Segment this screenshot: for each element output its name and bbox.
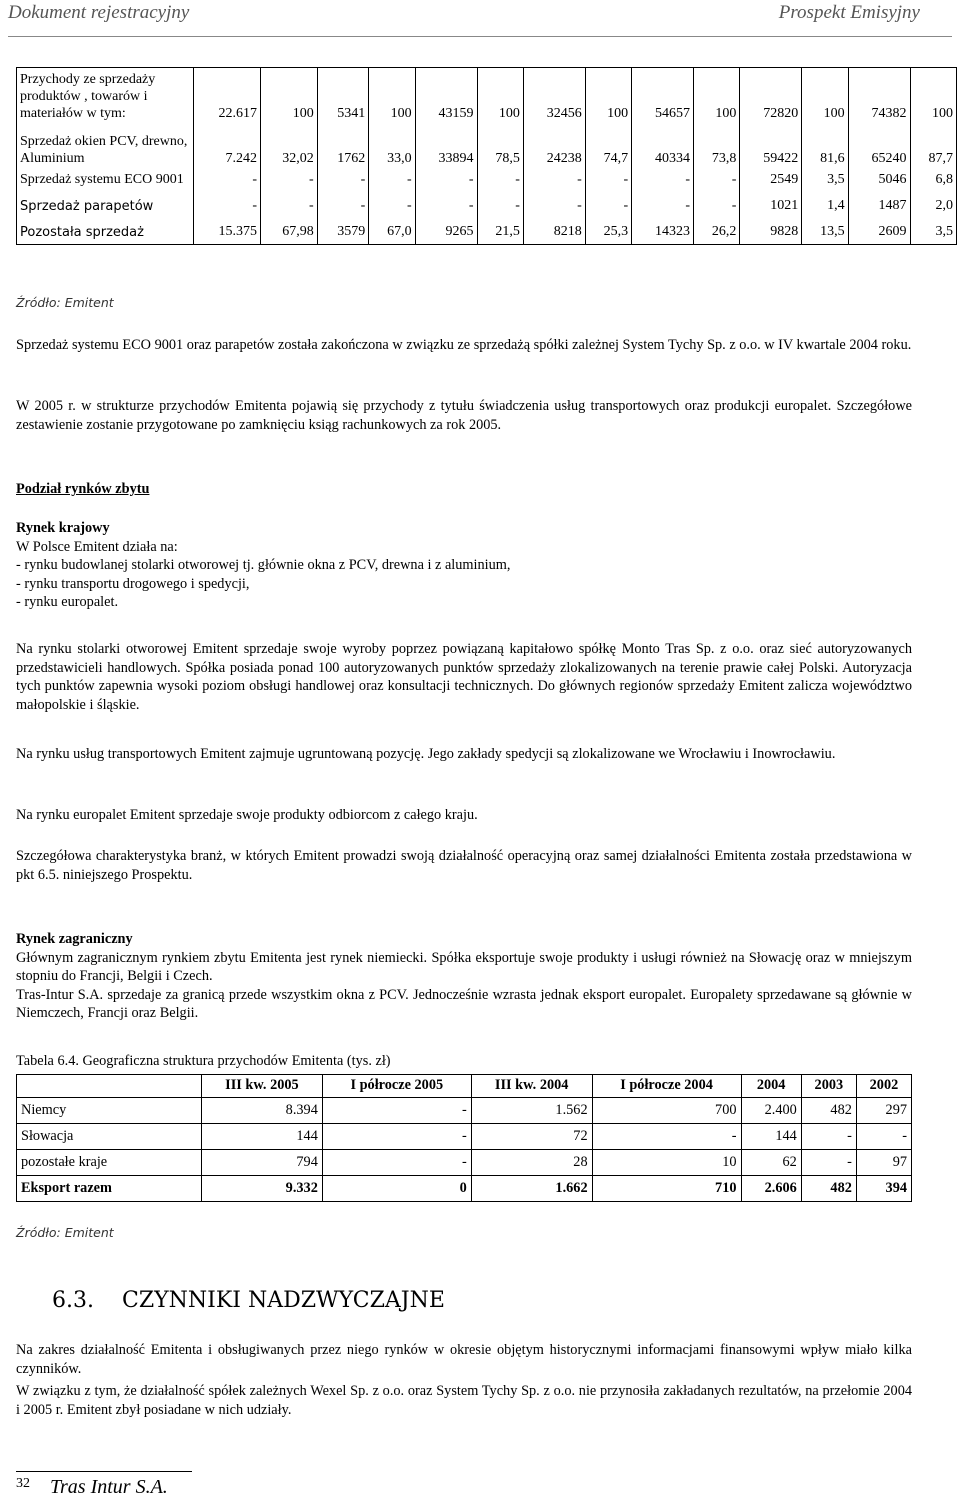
paragraph-subsidiaries-sale: W związku z tym, że działalność spółek zależnych Wexel Sp. z o.o. oraz System Tychy Sp. z o.o. nie przynosiła zakładanych rezultatów, na przełomie 2004 i 2005 r. Emitent zbył posiadane w nich udziały. <box>16 1383 912 1418</box>
table-cell: - <box>585 189 631 218</box>
table-row <box>17 1149 912 1175</box>
section-number: 6.3. <box>52 1288 94 1313</box>
table-cell: - <box>194 168 261 189</box>
header-prospectus: Prospekt Emisyjny <box>778 2 920 23</box>
paragraph-pallet-market: Na rynku europalet Emitent sprzedaje swoje produkty odbiorcom z całego kraju. <box>16 807 478 823</box>
table-cell: 5341 <box>317 68 369 123</box>
table-cell: 8.394 <box>202 1097 323 1123</box>
table-header-row <box>17 1075 912 1098</box>
table-cell: 1,4 <box>802 189 848 218</box>
table-cell: 13,5 <box>802 217 848 244</box>
revenue-structure-table <box>16 67 957 245</box>
table-cell: 67,98 <box>261 217 318 244</box>
section-heading <box>52 1288 445 1313</box>
table-cell: 3,5 <box>910 217 956 244</box>
table-cell: 297 <box>856 1097 911 1123</box>
column-header: 2004 <box>741 1075 801 1098</box>
table-cell: - <box>322 1149 471 1175</box>
heading-domestic: Rynek krajowy <box>16 520 110 536</box>
table-cell: 22.617 <box>194 68 261 123</box>
table-cell: 482 <box>801 1097 856 1123</box>
table2-source: Źródło: Emitent <box>16 1225 114 1240</box>
table-cell: 9265 <box>415 217 477 244</box>
table1-source: Źródło: Emitent <box>16 295 114 310</box>
list-item: - rynku budowlanej stolarki otworowej tj. głównie okna z PCV, drewna i z aluminium, <box>16 557 511 574</box>
column-header: III kw. 2005 <box>202 1075 323 1098</box>
heading-markets: Podział rynków zbytu <box>16 481 150 497</box>
table-cell: - <box>592 1123 741 1149</box>
table-cell: 710 <box>592 1175 741 1201</box>
column-header: I półrocze 2005 <box>322 1075 471 1098</box>
column-header: 2003 <box>801 1075 856 1098</box>
table-cell: 40334 <box>632 122 694 168</box>
table-row-total <box>17 1175 912 1201</box>
table-cell: 26,2 <box>694 217 740 244</box>
table-cell: 74,7 <box>585 122 631 168</box>
table2-caption: Tabela 6.4. Geograficzna struktura przychodów Emitenta (tys. zł) <box>16 1053 391 1069</box>
table-cell: 54657 <box>632 68 694 123</box>
table-cell: 24238 <box>523 122 585 168</box>
row-label: Sprzedaż okien PCV, drewno, Aluminium <box>17 122 194 168</box>
table-cell: 1762 <box>317 122 369 168</box>
table-cell: 32,02 <box>261 122 318 168</box>
table-row <box>17 168 957 189</box>
table-cell: - <box>317 168 369 189</box>
table-cell: - <box>694 168 740 189</box>
table-cell: 78,5 <box>477 122 523 168</box>
table-cell: 9828 <box>740 217 802 244</box>
table-cell: 100 <box>369 68 415 123</box>
table-cell: - <box>632 168 694 189</box>
table-cell: - <box>856 1123 911 1149</box>
table-cell: - <box>801 1149 856 1175</box>
section-title: CZYNNIKI NADZWYCZAJNE <box>122 1288 445 1313</box>
table-cell: 67,0 <box>369 217 415 244</box>
table-cell: 1487 <box>848 189 910 218</box>
table-cell: 6,8 <box>910 168 956 189</box>
table-cell: 33894 <box>415 122 477 168</box>
table-cell: - <box>477 168 523 189</box>
table-cell: 1021 <box>740 189 802 218</box>
heading-foreign: Rynek zagraniczny <box>16 931 133 947</box>
domestic-market-block <box>16 519 912 612</box>
footer-divider <box>16 1471 192 1472</box>
paragraph-transport-market: Na rynku usług transportowych Emitent zajmuje ugruntowaną pozycję. Jego zakłady spedycji są zlokalizowane we Wrocławiu i Inowrocławiu. <box>16 746 836 762</box>
foreign-market-block <box>16 930 912 1023</box>
table-cell: - <box>415 168 477 189</box>
header-empty-cell <box>17 1075 202 1098</box>
column-header: I półrocze 2004 <box>592 1075 741 1098</box>
table-cell: - <box>317 189 369 218</box>
table-cell: 2,0 <box>910 189 956 218</box>
table-cell: 100 <box>910 68 956 123</box>
list-item: - rynku europalet. <box>16 594 119 611</box>
paragraph-joinery-market: Na rynku stolarki otworowej Emitent sprzedaje swoje wyroby poprzez powiązaną kapitałowo spółkę Monto Tras Sp. z o.o. oraz sieć autoryzowanych przedstawicieli handlowych. Spółka posiada ponad 100 autoryzowanych punktów sprzedaży zlokalizowanych na terenie prawie całej Polski. Autoryzacja tych punktów zapewnia wysoki poziom obsługi handlowej oraz konsultacji technicznych. Do głównych regionów sprzedaży Emitent zalicza województwo małopolskie i śląskie. <box>16 641 912 713</box>
row-label: Słowacja <box>17 1123 202 1149</box>
row-label: Niemcy <box>17 1097 202 1123</box>
table-cell: 62 <box>741 1149 801 1175</box>
table-cell: 100 <box>477 68 523 123</box>
row-label: Eksport razem <box>17 1175 202 1201</box>
table-cell: 81,6 <box>802 122 848 168</box>
paragraph-eco-sale: Sprzedaż systemu ECO 9001 oraz parapetów została zakończona w związku ze sprzedażą spółki zależnej System Tychy Sp. z o.o. w IV kwartale 2004 roku. <box>16 337 912 353</box>
column-header: III kw. 2004 <box>471 1075 592 1098</box>
table-cell: 97 <box>856 1149 911 1175</box>
table-cell: 3,5 <box>802 168 848 189</box>
table-cell: 2.606 <box>741 1175 801 1201</box>
column-header: 2002 <box>856 1075 911 1098</box>
table-cell: 3579 <box>317 217 369 244</box>
table-cell: 7.242 <box>194 122 261 168</box>
paragraph-exports: Tras-Intur S.A. sprzedaje za granicą przede wszystkim okna z PCV. Jednocześnie wzrasta jednak eksport europalet. Europalety sprzedawane są głównie w Niemczech, Francji oraz Belgii. <box>16 986 912 1022</box>
table-cell: 33,0 <box>369 122 415 168</box>
table-cell: 32456 <box>523 68 585 123</box>
table-cell: 0 <box>322 1175 471 1201</box>
table-cell: 394 <box>856 1175 911 1201</box>
table-row <box>17 1123 912 1149</box>
table-cell: 10 <box>592 1149 741 1175</box>
header-divider <box>8 36 952 37</box>
table-cell: 25,3 <box>585 217 631 244</box>
row-label: Przychody ze sprzedaży produktów , towarów i materiałów w tym: <box>17 68 194 123</box>
table-cell: - <box>194 189 261 218</box>
table-cell: 1.562 <box>471 1097 592 1123</box>
table-row <box>17 1097 912 1123</box>
table-cell: - <box>322 1123 471 1149</box>
table-cell: 2549 <box>740 168 802 189</box>
table-cell: 43159 <box>415 68 477 123</box>
table-cell: 144 <box>741 1123 801 1149</box>
table-cell: 144 <box>202 1123 323 1149</box>
table-cell: 2.400 <box>741 1097 801 1123</box>
table-cell: 100 <box>261 68 318 123</box>
paragraph-industry-details: Szczegółowa charakterystyka branż, w których Emitent prowadzi swoją działalność operacyjną oraz samej działalności Emitenta została przedstawiona w pkt 6.5. niniejszego Prospektu. <box>16 848 912 883</box>
table-row <box>17 68 957 123</box>
table-cell: - <box>585 168 631 189</box>
table-cell: 8218 <box>523 217 585 244</box>
footer-company: Tras Intur S.A. <box>50 1476 168 1498</box>
row-label: pozostałe kraje <box>17 1149 202 1175</box>
table-row <box>17 189 957 218</box>
table-row <box>17 122 957 168</box>
row-label: Sprzedaż systemu ECO 9001 <box>17 168 194 189</box>
table-cell: 15.375 <box>194 217 261 244</box>
table-cell: - <box>694 189 740 218</box>
paragraph-2005-revenue: W 2005 r. w strukturze przychodów Emitenta pojawią się przychody z tytułu świadczenia usług transportowych oraz produkcji europalet. Szczegółowe zestawienie zostanie przygotowane po zamknięciu ksiąg rachunkowych za rok 2005. <box>16 398 912 433</box>
paragraph-foreign-markets: Głównym zagranicznym rynkiem zbytu Emitenta jest rynek niemiecki. Spółka eksportuje swoje produkty i usługi również na Słowację oraz w mniejszym stopniu do Francji, Belgii i Czech. <box>16 949 912 985</box>
geographic-revenue-table <box>16 1074 912 1202</box>
table-cell: 100 <box>694 68 740 123</box>
table-cell: - <box>261 189 318 218</box>
table-cell: 482 <box>801 1175 856 1201</box>
table-cell: - <box>261 168 318 189</box>
header-document-type: Dokument rejestracyjny <box>8 2 190 23</box>
table-cell: 100 <box>802 68 848 123</box>
table-cell: - <box>477 189 523 218</box>
row-label: Sprzedaż parapetów <box>17 189 194 218</box>
page-number: 32 <box>16 1476 30 1491</box>
table-cell: - <box>632 189 694 218</box>
table-cell: 100 <box>585 68 631 123</box>
table-cell: 5046 <box>848 168 910 189</box>
table-cell: 87,7 <box>910 122 956 168</box>
table-cell: - <box>369 168 415 189</box>
row-label: Pozostała sprzedaż <box>17 217 194 244</box>
list-item: - rynku transportu drogowego i spedycji, <box>16 575 250 592</box>
table-cell: 59422 <box>740 122 802 168</box>
table-cell: 9.332 <box>202 1175 323 1201</box>
table-cell: - <box>523 168 585 189</box>
table-cell: 72 <box>471 1123 592 1149</box>
table-cell: - <box>322 1097 471 1123</box>
table-cell: 73,8 <box>694 122 740 168</box>
table-cell: 1.662 <box>471 1175 592 1201</box>
domestic-intro: W Polsce Emitent działa na: <box>16 538 178 555</box>
table-cell: - <box>523 189 585 218</box>
table-cell: 65240 <box>848 122 910 168</box>
table-row <box>17 217 957 244</box>
table-cell: 2609 <box>848 217 910 244</box>
table-cell: 28 <box>471 1149 592 1175</box>
table-cell: 794 <box>202 1149 323 1175</box>
table-cell: 72820 <box>740 68 802 123</box>
table-cell: 74382 <box>848 68 910 123</box>
paragraph-extraordinary-factors: Na zakres działalność Emitenta i obsługiwanych przez niego rynków w okresie objętym historycznymi informacjami finansowymi wpływ miało kilka czynników. <box>16 1342 912 1377</box>
table-cell: 700 <box>592 1097 741 1123</box>
table-cell: - <box>415 189 477 218</box>
table-cell: - <box>369 189 415 218</box>
table-cell: 14323 <box>632 217 694 244</box>
table-cell: - <box>801 1123 856 1149</box>
table-cell: 21,5 <box>477 217 523 244</box>
